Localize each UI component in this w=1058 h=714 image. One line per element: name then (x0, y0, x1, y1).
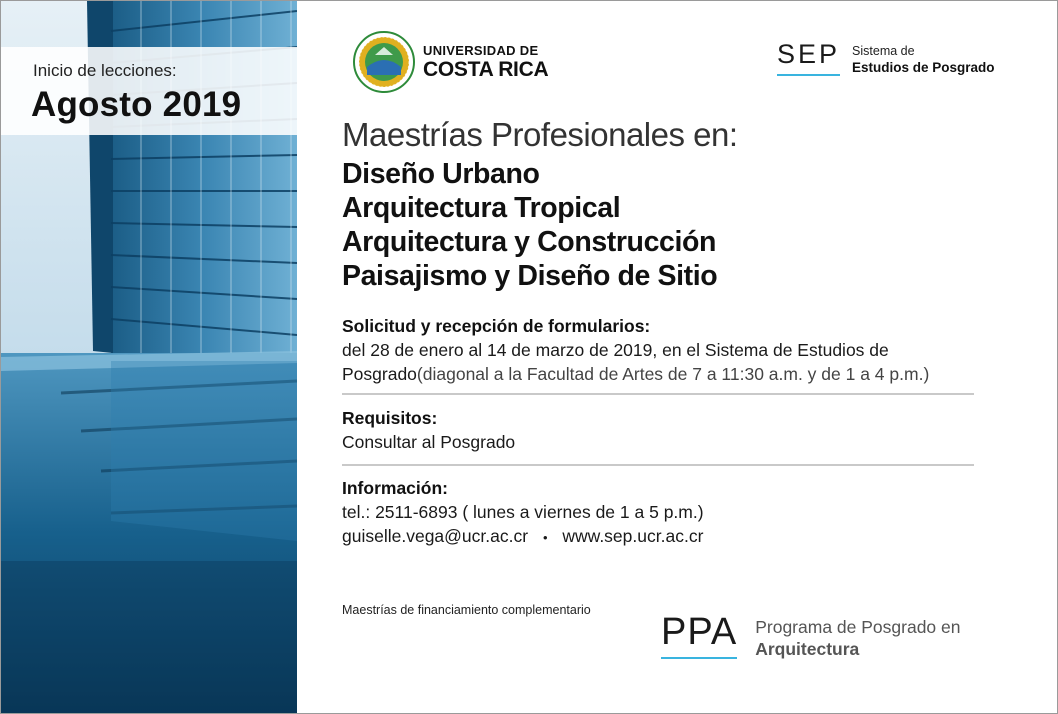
program-list (342, 157, 717, 293)
divider (342, 464, 974, 466)
website-link[interactable]: www.sep.ucr.ac.cr (562, 526, 704, 546)
informacion-section (342, 477, 704, 550)
ucr-logo (353, 31, 548, 93)
solicitud-line2-a: Posgrado (342, 364, 417, 384)
email-link[interactable]: guiselle.vega@ucr.ac.cr (342, 526, 529, 546)
sep-logo (777, 41, 995, 77)
start-date: Agosto 2019 (31, 85, 242, 124)
start-label: Inicio de lecciones: (33, 61, 177, 80)
headline: Maestrías Profesionales en: (342, 116, 738, 153)
solicitud-section (342, 315, 929, 386)
sep-mark: SEP (777, 41, 840, 76)
solicitud-line1: del 28 de enero al 14 de marzo de 2019, en el Sistema de Estudios de (342, 340, 889, 360)
ppa-line1: Programa de Posgrado en (755, 617, 961, 637)
requisitos-title: Requisitos: (342, 408, 438, 428)
ucr-name-line2: COSTA RICA (423, 58, 549, 81)
ppa-line2: Arquitectura (755, 638, 860, 659)
sep-line2: Estudios de Posgrado (852, 59, 995, 75)
bullet-separator: • (542, 530, 548, 545)
program-item: Arquitectura y Construcción (342, 226, 717, 258)
program-item: Diseño Urbano (342, 158, 540, 190)
building-photo (1, 1, 297, 713)
program-item: Paisajismo y Diseño de Sitio (342, 260, 718, 292)
divider (342, 393, 974, 395)
requisitos-section (342, 407, 515, 454)
ppa-mark: PPA (661, 613, 737, 659)
start-date-box (1, 47, 297, 135)
solicitud-line2-b: (diagonal a la Facultad de Artes de 7 a 11:30 a.m. y de 1 a 4 p.m.) (416, 364, 930, 384)
phone-text: tel.: 2511-6893 ( lunes a viernes de 1 a 5 p.m.) (342, 502, 704, 522)
solicitud-title: Solicitud y recepción de formularios: (342, 316, 651, 336)
ucr-seal-icon (353, 31, 415, 93)
ucr-name-line1: UNIVERSIDAD DE (423, 43, 539, 58)
program-item: Arquitectura Tropical (342, 192, 621, 224)
requisitos-text: Consultar al Posgrado (342, 432, 516, 452)
sep-line1: Sistema de (852, 44, 915, 58)
informacion-title: Información: (342, 478, 448, 498)
ppa-logo (661, 613, 961, 661)
financing-note: Maestrías de financiamiento complementario (342, 603, 591, 617)
